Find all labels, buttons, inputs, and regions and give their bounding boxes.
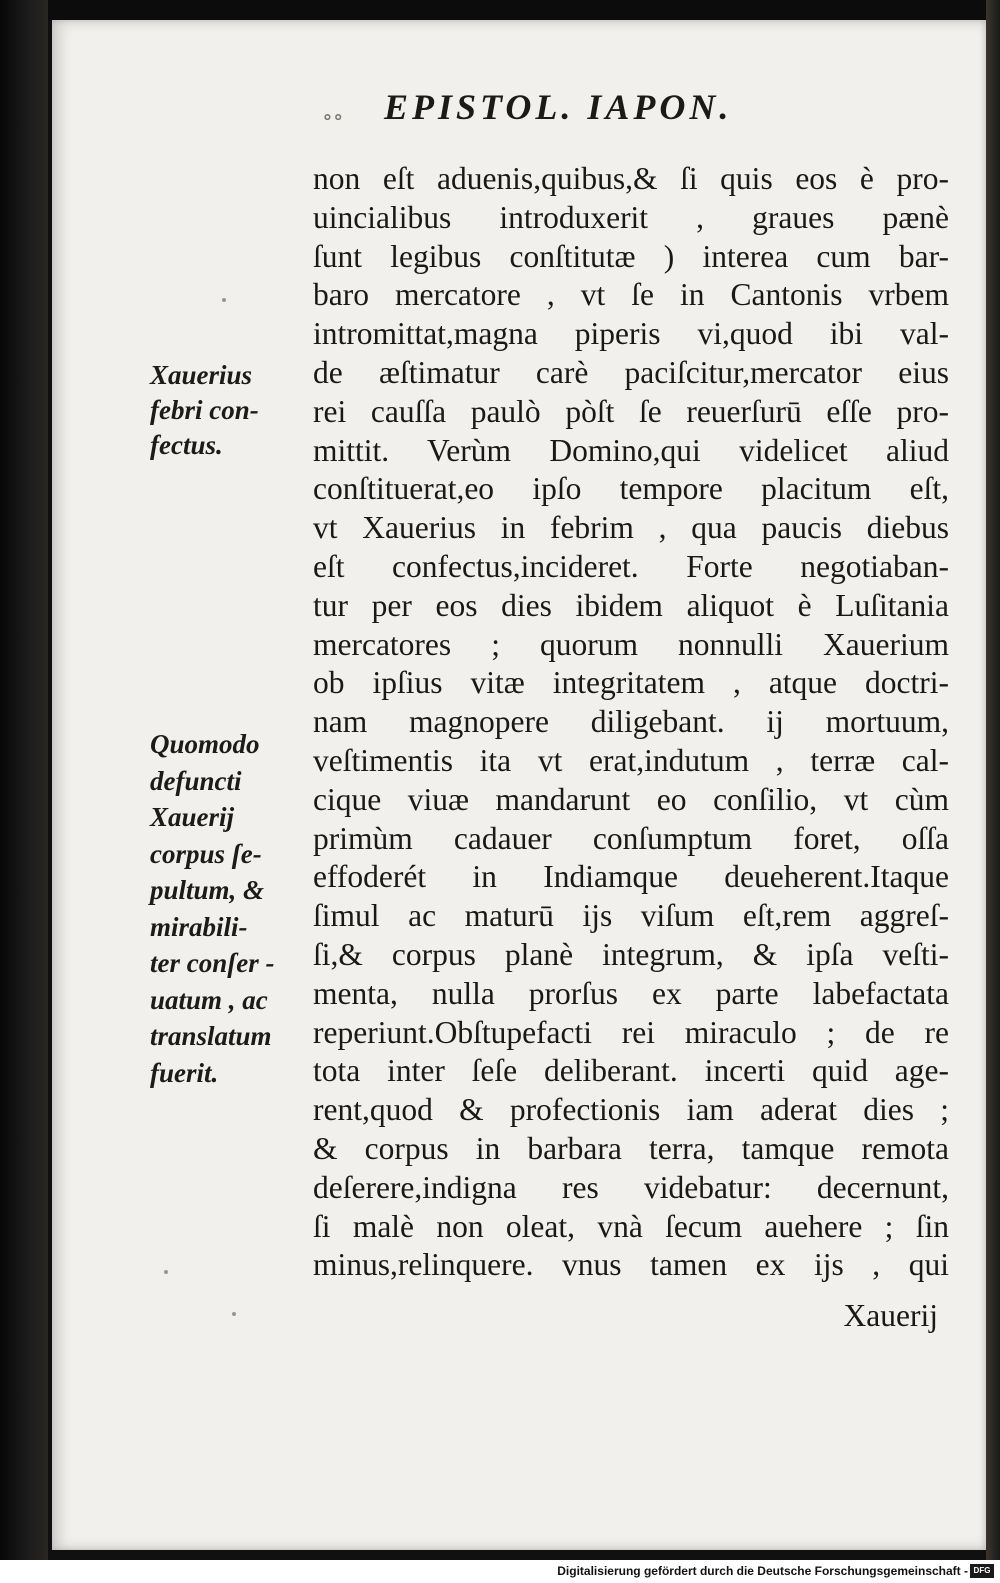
text-line: mittit. Verùm Domino,qui videlicet aliud (313, 432, 949, 468)
marginal-line: febri con- (150, 395, 259, 425)
text-line: primùm cadauer conſumptum foret, oſſa (313, 820, 949, 856)
book-binding-right (986, 0, 1000, 1560)
text-line: conſtituerat,eo ipſo tempore placitum eſt, (313, 471, 949, 507)
running-head: EPISTOL. IAPON. (384, 87, 733, 127)
text-line: tur per eos dies ibidem aliquot è Luſitania (313, 587, 949, 623)
text-line: vt Xauerius in febrim , qua paucis diebus (313, 510, 949, 546)
text-line: mercatores ; quorum nonnulli Xauerium (313, 626, 949, 662)
paper-spot (164, 1270, 168, 1274)
marginal-note-fever (150, 358, 259, 463)
text-line: ſimul ac maturū ijs viſum eſt,rem aggreſ- (313, 898, 949, 934)
marginal-line: pultum, & (150, 875, 265, 905)
text-line: non eſt aduenis,quibus,& ſi quis eos è pro- (313, 161, 949, 196)
text-line: de æſtimatur carè paciſcitur,mercator eius (313, 354, 949, 390)
catchword: Xauerij (843, 1298, 938, 1333)
text-line: ſi,& corpus planè integrum, & ipſa veſti- (313, 936, 949, 972)
marginal-note-burial (150, 726, 274, 1091)
dfg-logo: DFG (970, 1564, 994, 1578)
marginal-line: ter conſer - (150, 948, 275, 978)
book-binding-left (0, 0, 48, 1560)
marginal-line: fuerit. (150, 1057, 219, 1088)
text-line: ob ipſius vitæ integritatem , atque doctri- (313, 665, 949, 701)
text-line: reperiunt.Obſtupefacti rei miraculo ; de re (313, 1014, 949, 1050)
marginal-line: Quomodo (150, 729, 260, 759)
marginal-line: Xauerij (150, 802, 235, 832)
paper-spot (232, 1312, 236, 1316)
text-line: ſi malè non oleat, vnà ſecum auehere ; ſin (313, 1208, 949, 1244)
book-binding-top (0, 0, 1000, 20)
marginal-line: fectus. (150, 430, 223, 460)
text-line: rent,quod & profectionis iam aderat dies ; (313, 1092, 949, 1128)
marginal-line: Xauerius (150, 360, 253, 390)
text-line: eſt confectus,incideret. Forte negotiaban- (313, 548, 949, 584)
text-line: effoderét in Indiamque deueherent.Itaque (313, 859, 949, 895)
text-line: intromittat,magna piperis vi,quod ibi val- (313, 316, 949, 352)
text-line: ſunt legibus conſtitutæ ) interea cum bar- (313, 238, 949, 274)
text-line: deſerere,indigna res videbatur: decernunt, (313, 1169, 949, 1205)
text-line: minus,relinquere. vnus tamen ex ijs , qui (313, 1247, 949, 1283)
text-line: menta, nulla prorſus ex parte labefactata (313, 975, 949, 1011)
text-line: baro mercatore , vt ſe in Cantonis vrbem (313, 277, 949, 313)
marginal-line: mirabili- (150, 911, 248, 942)
body-text (313, 160, 949, 1285)
text-line: cique viuæ mandarunt eo conſilio, vt cùm (313, 781, 949, 817)
text-line: nam magnopere diligebant. ij mortuum, (313, 704, 949, 740)
marginal-line: corpus ſe- (150, 838, 262, 869)
marginal-line: translatum (150, 1021, 272, 1051)
text-line: veſtimentis ita vt erat,indutum , terræ cal- (313, 742, 949, 778)
text-line: rei cauſſa paulò pòſt ſe reuerſurū eſſe pro- (313, 393, 949, 429)
marginal-line: defuncti (150, 765, 242, 796)
marginal-line: uatum , ac (150, 984, 268, 1015)
footer-credit: Digitalisierung gefördert durch die Deutsche Forschungsgemeinschaft - (557, 1564, 968, 1578)
text-line: uincialibus introduxerit , graues pænè (313, 199, 949, 235)
paper-spot (222, 298, 226, 302)
text-line: tota inter ſeſe deliberant. incerti quid age- (313, 1053, 949, 1089)
text-line: & corpus in barbara terra, tamque remota (313, 1130, 949, 1166)
ornament-icon: ∘∘ (322, 104, 344, 129)
